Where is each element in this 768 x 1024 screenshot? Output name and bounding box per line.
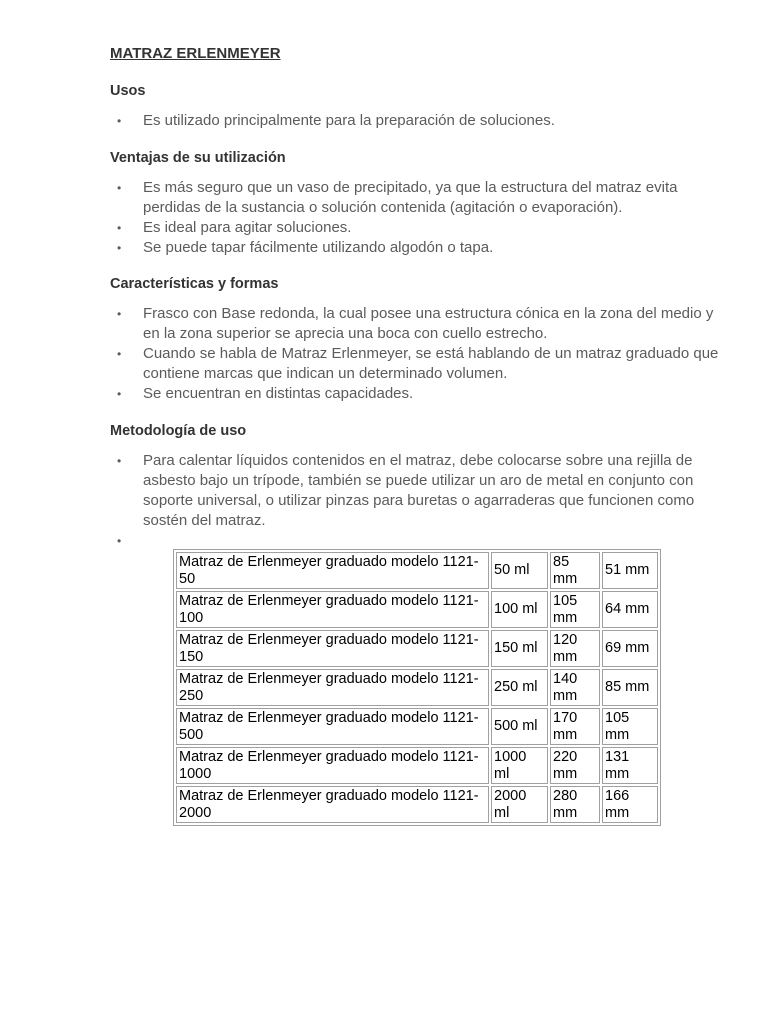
diameter-cell: 105 mm (602, 708, 658, 745)
table-row (176, 630, 658, 667)
list-item: • Se encuentran en distintas capacidades. (110, 384, 725, 404)
model-cell: Matraz de Erlenmeyer graduado modelo 1121-1000 (176, 747, 489, 784)
list-item: • Es ideal para agitar soluciones. (110, 218, 725, 238)
ventajas-list (110, 178, 725, 258)
capacity-cell: 1000 ml (491, 747, 548, 784)
table-row (176, 591, 658, 628)
capacity-cell: 2000 ml (491, 786, 548, 823)
diameter-cell: 51 mm (602, 552, 658, 589)
model-cell: Matraz de Erlenmeyer graduado modelo 1121-150 (176, 630, 489, 667)
flask-spec-table (173, 549, 661, 826)
list-item: • Frasco con Base redonda, la cual posee una estructura cónica en la zona del medio y en la zona superior se aprecia una boca con cuello estrecho. (110, 304, 725, 344)
height-cell: 220 mm (550, 747, 600, 784)
list-item: • Para calentar líquidos contenidos en el matraz, debe colocarse sobre una rejilla de asbesto bajo un trípode, también se puede utilizar un aro de metal en conjunto con soporte universal, o utilizar pinzas para buretas o agarraderas que funcionen como sostén del matraz. (110, 451, 725, 531)
diameter-cell: 69 mm (602, 630, 658, 667)
height-cell: 120 mm (550, 630, 600, 667)
table-row (176, 552, 658, 589)
caracteristicas-list (110, 304, 725, 404)
section-heading-metodologia: Metodología de uso (110, 423, 247, 439)
list-item: • Es más seguro que un vaso de precipitado, ya que la estructura del matraz evita perdidas de la sustancia o solución contenida (agitación o evaporación). (110, 178, 725, 218)
capacity-cell: 100 ml (491, 591, 548, 628)
page-title: MATRAZ ERLENMEYER (110, 45, 281, 62)
section-heading-ventajas: Ventajas de su utilización (110, 150, 286, 166)
metodologia-list (110, 451, 725, 531)
diameter-cell: 131 mm (602, 747, 658, 784)
height-cell: 105 mm (550, 591, 600, 628)
height-cell: 280 mm (550, 786, 600, 823)
capacity-cell: 150 ml (491, 630, 548, 667)
height-cell: 140 mm (550, 669, 600, 706)
diameter-cell: 64 mm (602, 591, 658, 628)
capacity-cell: 50 ml (491, 552, 548, 589)
table-row (176, 747, 658, 784)
usos-list (110, 111, 725, 131)
model-cell: Matraz de Erlenmeyer graduado modelo 1121-2000 (176, 786, 489, 823)
list-item: • Cuando se habla de Matraz Erlenmeyer, se está hablando de un matraz graduado que contiene marcas que indican un determinado volumen. (110, 344, 725, 384)
table-row (176, 786, 658, 823)
capacity-cell: 250 ml (491, 669, 548, 706)
list-item: • Es utilizado principalmente para la preparación de soluciones. (110, 111, 725, 131)
table-row (176, 669, 658, 706)
capacity-cell: 500 ml (491, 708, 548, 745)
height-cell: 170 mm (550, 708, 600, 745)
model-cell: Matraz de Erlenmeyer graduado modelo 1121-50 (176, 552, 489, 589)
model-cell: Matraz de Erlenmeyer graduado modelo 1121-500 (176, 708, 489, 745)
model-cell: Matraz de Erlenmeyer graduado modelo 1121-100 (176, 591, 489, 628)
list-item: • Se puede tapar fácilmente utilizando algodón o tapa. (110, 238, 725, 258)
height-cell: 85 mm (550, 552, 600, 589)
diameter-cell: 166 mm (602, 786, 658, 823)
diameter-cell: 85 mm (602, 669, 658, 706)
section-heading-caracteristicas: Características y formas (110, 276, 279, 292)
table-row (176, 708, 658, 745)
section-heading-usos: Usos (110, 83, 146, 99)
model-cell: Matraz de Erlenmeyer graduado modelo 1121-250 (176, 669, 489, 706)
